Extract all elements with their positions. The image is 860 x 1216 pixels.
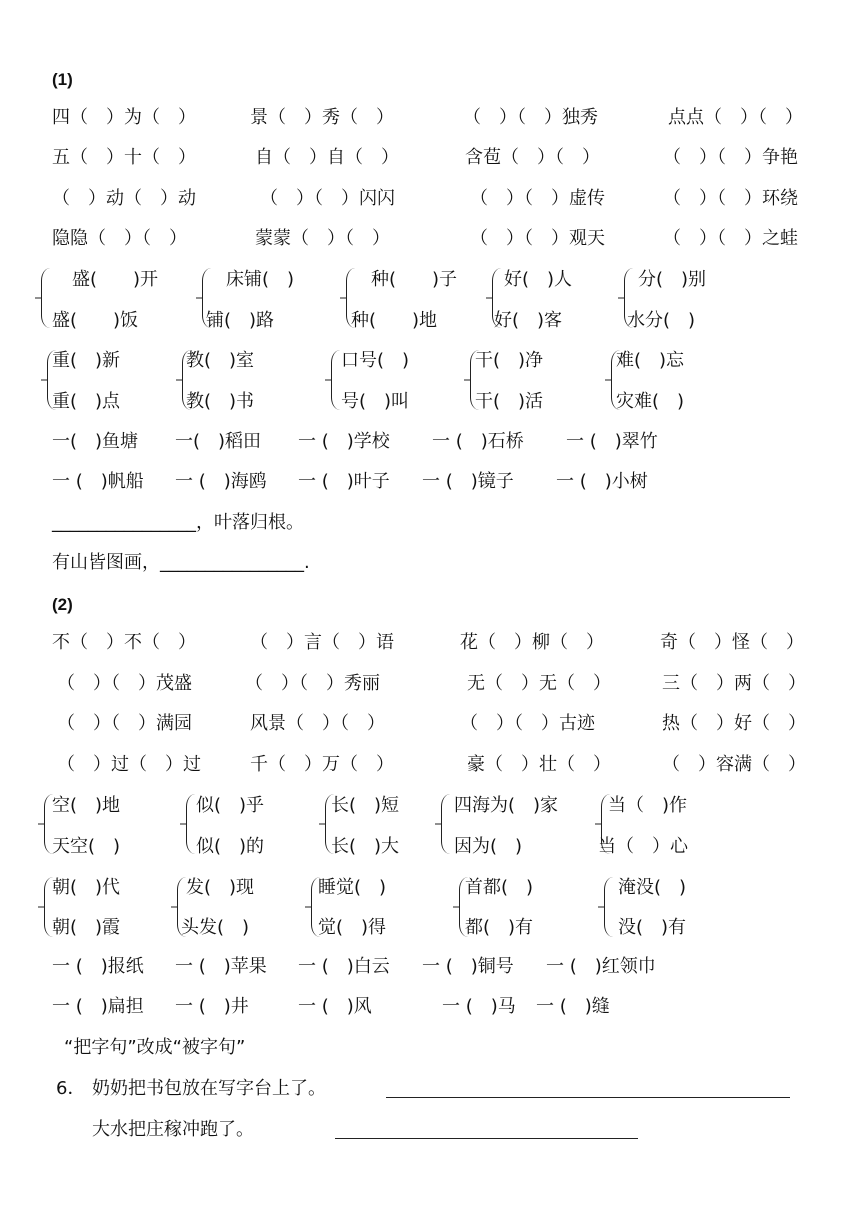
idiom-item: 豪（ ）壮（ ） bbox=[467, 754, 611, 775]
measure-item: 一 ( )苹果 bbox=[175, 956, 267, 977]
polyphone-word: 空( )地 bbox=[52, 795, 121, 816]
polyphone-word: 长( )短 bbox=[331, 795, 400, 816]
idiom-item: 蒙蒙（ ）（ ） bbox=[255, 228, 390, 249]
idiom-item: （ ）（ ）独秀 bbox=[463, 107, 598, 128]
polyphone-word: 盛( )饭 bbox=[52, 310, 139, 331]
polyphone-word: 都( )有 bbox=[465, 917, 534, 938]
polyphone-word: 教( )书 bbox=[186, 391, 255, 412]
idiom-item: （ ）（ ）环绕 bbox=[663, 188, 798, 209]
answer-line[interactable] bbox=[386, 1097, 790, 1098]
polyphone-word: 天空( ) bbox=[52, 836, 121, 857]
polyphone-word: 干( )活 bbox=[475, 391, 544, 412]
polyphone-word: 似( )的 bbox=[196, 836, 265, 857]
idiom-item: （ ）言（ ）语 bbox=[250, 632, 394, 653]
polyphone-word: 睡觉( ) bbox=[318, 877, 387, 898]
answer-line[interactable] bbox=[335, 1138, 638, 1139]
brace bbox=[186, 794, 195, 854]
polyphone-word: 发( )现 bbox=[186, 877, 255, 898]
fill-line: 有山皆图画，________________. bbox=[52, 552, 310, 573]
measure-item: 一 ( )小树 bbox=[556, 471, 648, 492]
instruction: “把字句”改成“被字句” bbox=[64, 1037, 246, 1058]
brace bbox=[331, 350, 340, 410]
idiom-item: 奇（ ）怪（ ） bbox=[660, 632, 804, 653]
idiom-item: （ ）（ ）秀丽 bbox=[245, 673, 380, 694]
idiom-item: （ ）（ ）争艳 bbox=[663, 147, 798, 168]
polyphone-word: 朝( )代 bbox=[52, 877, 121, 898]
polyphone-word: 重( )新 bbox=[52, 350, 121, 371]
polyphone-word: 教( )室 bbox=[186, 350, 255, 371]
polyphone-word: 床铺( ) bbox=[226, 269, 295, 290]
measure-item: 一 ( )镜子 bbox=[422, 471, 514, 492]
idiom-item: 风景（ ）（ ） bbox=[250, 713, 385, 734]
section-heading: (2) bbox=[52, 595, 73, 614]
polyphone-word: 因为( ) bbox=[454, 836, 523, 857]
exercise-number: 6． bbox=[56, 1078, 86, 1099]
polyphone-word: 似( )乎 bbox=[196, 795, 265, 816]
idiom-item: （ ）动（ ）动 bbox=[52, 188, 196, 209]
idiom-item: （ ）（ ）观天 bbox=[470, 228, 605, 249]
polyphone-word: 水分( ) bbox=[627, 310, 696, 331]
polyphone-word: 分( )别 bbox=[638, 269, 707, 290]
polyphone-word: 重( )点 bbox=[52, 391, 121, 412]
idiom-item: 自（ ）自（ ） bbox=[255, 147, 399, 168]
measure-item: 一 ( )井 bbox=[175, 996, 249, 1017]
measure-item: 一 ( )马 bbox=[442, 996, 516, 1017]
measure-item: 一 ( )白云 bbox=[298, 956, 390, 977]
polyphone-word: 长( )大 bbox=[331, 836, 400, 857]
idiom-item: （ ）（ ）古迹 bbox=[460, 713, 595, 734]
idiom-item: （ ）（ ）茂盛 bbox=[57, 673, 192, 694]
polyphone-word: 号( )叫 bbox=[341, 391, 410, 412]
idiom-item: 三（ ）两（ ） bbox=[662, 673, 806, 694]
polyphone-word: 种( )地 bbox=[351, 310, 438, 331]
idiom-item: 隐隐（ ）（ ） bbox=[52, 228, 187, 249]
brace bbox=[41, 268, 50, 328]
measure-item: 一 ( )叶子 bbox=[298, 471, 390, 492]
idiom-item: 四（ ）为（ ） bbox=[52, 107, 196, 128]
idiom-item: 景（ ）秀（ ） bbox=[250, 107, 394, 128]
idiom-item: （ ）（ ）满园 bbox=[57, 713, 192, 734]
polyphone-word: 灾难( ) bbox=[616, 391, 685, 412]
polyphone-word: 头发( ) bbox=[181, 917, 250, 938]
idiom-item: （ ）容满（ ） bbox=[662, 754, 806, 775]
idiom-item: （ ）过（ ）过 bbox=[57, 754, 201, 775]
measure-item: 一( )稻田 bbox=[175, 431, 262, 452]
brace bbox=[604, 877, 613, 937]
polyphone-word: 盛( )开 bbox=[72, 269, 159, 290]
idiom-item: 点点（ ）（ ） bbox=[668, 107, 803, 128]
brace bbox=[441, 794, 450, 854]
polyphone-word: 四海为( )家 bbox=[454, 795, 559, 816]
section-heading: (1) bbox=[52, 70, 73, 89]
polyphone-word: 当（ ）心 bbox=[598, 836, 688, 857]
polyphone-word: 难( )忘 bbox=[616, 350, 685, 371]
idiom-item: 五（ ）十（ ） bbox=[52, 147, 196, 168]
polyphone-word: 当（ )作 bbox=[608, 795, 688, 816]
measure-item: 一 ( )铜号 bbox=[422, 956, 514, 977]
idiom-item: 不（ ）不（ ） bbox=[52, 632, 196, 653]
polyphone-word: 种( )子 bbox=[371, 269, 458, 290]
measure-item: 一 ( )海鸥 bbox=[175, 471, 267, 492]
measure-item: 一 ( )缝 bbox=[536, 996, 610, 1017]
polyphone-word: 口号( ) bbox=[341, 350, 410, 371]
measure-item: 一 ( )扁担 bbox=[52, 996, 144, 1017]
idiom-item: （ ）（ ）之蛙 bbox=[663, 228, 798, 249]
polyphone-word: 干( )净 bbox=[475, 350, 544, 371]
idiom-item: （ ）（ ）虚传 bbox=[470, 188, 605, 209]
polyphone-word: 觉( )得 bbox=[318, 917, 387, 938]
measure-item: 一 ( )帆船 bbox=[52, 471, 144, 492]
idiom-item: 千（ ）万（ ） bbox=[250, 754, 394, 775]
exercise-sentence: 奶奶把书包放在写字台上了。 bbox=[92, 1078, 326, 1099]
polyphone-word: 首都( ) bbox=[465, 877, 534, 898]
idiom-item: 热（ ）好（ ） bbox=[662, 713, 806, 734]
measure-item: 一 ( )红领巾 bbox=[546, 956, 656, 977]
measure-item: 一 ( )报纸 bbox=[52, 956, 144, 977]
fill-line: ________________，叶落归根。 bbox=[52, 512, 304, 533]
measure-item: 一 ( )翠竹 bbox=[566, 431, 658, 452]
polyphone-word: 好( )客 bbox=[494, 310, 563, 331]
polyphone-word: 淹没( ) bbox=[618, 877, 687, 898]
idiom-item: （ ）（ ）闪闪 bbox=[260, 188, 395, 209]
idiom-item: 花（ ）柳（ ） bbox=[460, 632, 604, 653]
polyphone-word: 好( )人 bbox=[504, 269, 573, 290]
polyphone-word: 没( )有 bbox=[618, 917, 687, 938]
polyphone-word: 朝( )霞 bbox=[52, 917, 121, 938]
measure-item: 一 ( )风 bbox=[298, 996, 372, 1017]
measure-item: 一 ( )学校 bbox=[298, 431, 390, 452]
idiom-item: 含苞（ ）（ ） bbox=[465, 147, 600, 168]
idiom-item: 无（ ）无（ ） bbox=[467, 673, 611, 694]
exercise-sentence: 大水把庄稼冲跑了。 bbox=[92, 1119, 254, 1140]
polyphone-word: 铺( )路 bbox=[206, 310, 275, 331]
measure-item: 一 ( )石桥 bbox=[432, 431, 524, 452]
measure-item: 一( )鱼塘 bbox=[52, 431, 139, 452]
